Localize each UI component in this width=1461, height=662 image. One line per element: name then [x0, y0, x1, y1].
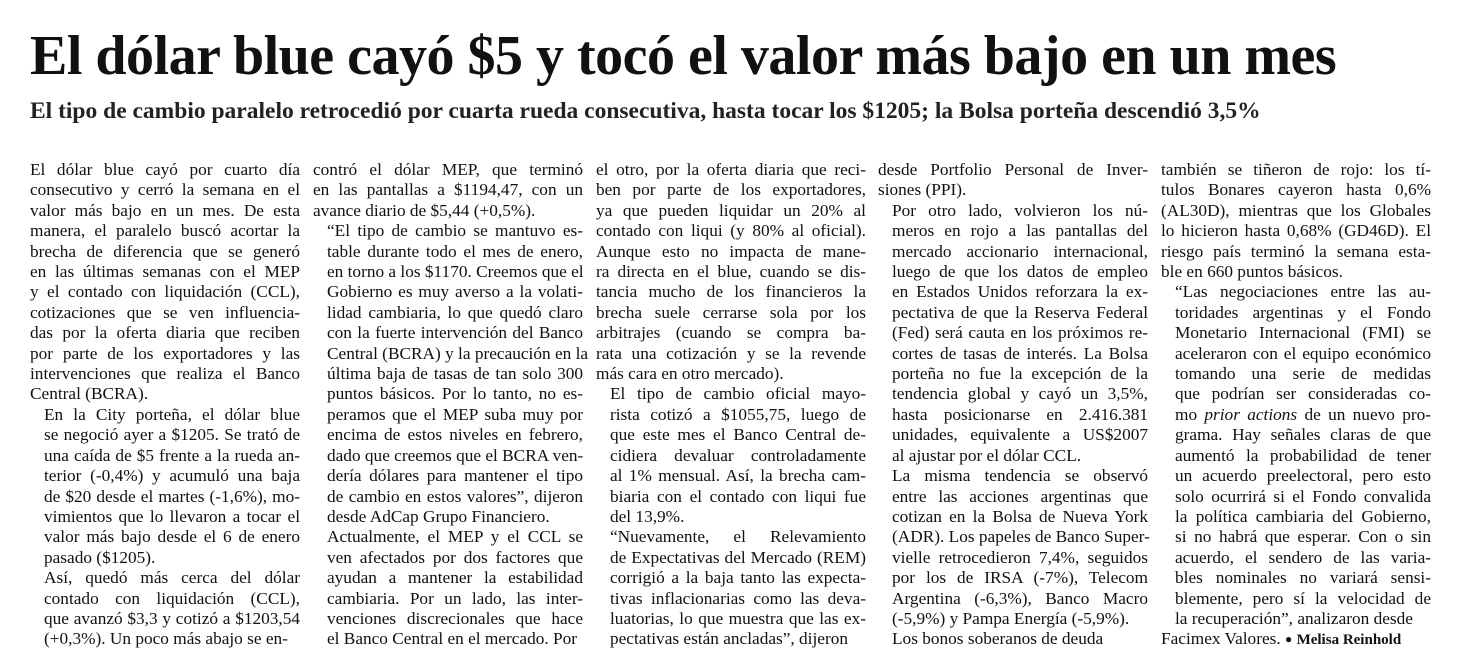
text-line: Argentina (-6,3%), Banco Macro: [892, 588, 1148, 608]
text-line: en las últimas semanas con el MEP: [30, 262, 300, 282]
text-line: ven afectados por dos factores que: [327, 547, 583, 567]
text-line: tendencia global y cayó un 3,5%,: [892, 384, 1148, 404]
text-line: tancia mucho de los financieros la: [596, 282, 866, 302]
text-line: En la City porteña, el dólar blue: [44, 404, 300, 424]
text-line: por parte de los exportadores y las: [30, 343, 300, 363]
text-line: mercado accionario internacional,: [892, 241, 1148, 261]
paragraph: [878, 466, 1148, 629]
text-line: tivas inflacionarias como las deva-: [610, 588, 866, 608]
text-line: hasta posicionarse en 2.416.381: [892, 404, 1148, 424]
text-line: contado con liquidación (CCL),: [44, 588, 300, 608]
text-line: ya que pueden liquidar un 20% al: [596, 200, 866, 220]
text-line: aceleraron con el equipo económico: [1175, 343, 1431, 363]
text-line: mo prior actions de un nuevo pro-: [1175, 404, 1431, 424]
text-line: última baja de tasas de tan solo 300: [327, 364, 583, 384]
text-line: ble en 660 puntos básicos.: [1161, 262, 1343, 282]
text-line: (+0,3%). Un poco más abajo se en-: [44, 629, 288, 649]
text-line: que avanzó $3,3 y cotizó a $1203,54: [44, 608, 300, 628]
text-line: al ajustar por el dólar CCL.: [892, 445, 1082, 465]
text-line: bles nominales no variará sensi-: [1175, 568, 1431, 588]
author-byline: Melisa Reinhold: [1296, 632, 1402, 649]
text-line: cotizaciones que se ven influencia-: [30, 302, 300, 322]
headline: El dólar blue cayó $5 y tocó el valor más bajo en un mes: [30, 25, 1337, 87]
paragraph: [313, 527, 583, 649]
text-line: luatorias, lo que muestra que las ex-: [610, 608, 866, 628]
text-line: el Banco Central en el mercado. Por: [327, 629, 578, 649]
text-line: Por otro lado, volvieron los nú-: [892, 200, 1148, 220]
text-line: Así, quedó más cerca del dólar: [44, 568, 300, 588]
article-body: [30, 160, 1435, 660]
text-line: rata una cotización y se la revende: [596, 343, 866, 363]
text-line: encima de estos niveles en febrero,: [327, 425, 583, 445]
text-line: El dólar blue cayó por cuarto día: [30, 160, 300, 179]
text-line: en Estados Unidos reforzara la ex-: [892, 282, 1148, 302]
text-line: del 13,9%.: [610, 506, 685, 526]
text-line: manera, el paralelo buscó acortar la: [30, 221, 300, 241]
text-line: venciones discrecionales que hace: [327, 608, 583, 628]
text-line: Gobierno es muy averso a la volati-: [327, 282, 583, 302]
text-line: toridades argentinas y el Fondo: [1175, 302, 1431, 322]
text-line: El tipo de cambio oficial mayo-: [610, 384, 866, 404]
subheadline: El tipo de cambio paralelo retrocedió por cuarta rueda consecutiva, hasta tocar los $1205; la Bolsa porteña descendió 3,5%: [30, 98, 1261, 124]
text-line: ayudan a mantener la estabilidad: [327, 568, 583, 588]
text-line: Actualmente, el MEP y el CCL se: [327, 527, 583, 547]
text-line: blemente, pero sí la velocidad de: [1175, 588, 1431, 608]
text-line: Central (BCRA).: [30, 384, 149, 404]
text-line: de Expectativas del Mercado (REM): [610, 547, 866, 567]
text-line: valor más bajo desde el 6 de enero: [44, 527, 300, 547]
text-line: la recuperación”, analizaron desde: [1175, 608, 1413, 628]
text-line: (-5,9%) y Pampa Energía (-5,9%).: [892, 608, 1130, 628]
text-line: riesgo país terminó la semana esta-: [1161, 241, 1431, 261]
article-column-3: [596, 160, 866, 650]
article-closing-line: [1161, 629, 1431, 650]
text-line: consecutivo y cerró la semana en el: [30, 180, 300, 200]
text-line: “Nuevamente, el Relevamiento: [610, 527, 866, 547]
bullet-icon: ●: [1285, 632, 1293, 647]
text-line: que este mes el Banco Central de-: [610, 425, 866, 445]
text-line: pectativa de que la Reserva Federal: [892, 302, 1148, 322]
text-line: (ADR). Los papeles de Banco Super-: [892, 527, 1150, 547]
text-line: Monetario Internacional (FMI) se: [1175, 323, 1431, 343]
text-line: de cambio en estos valores”, dijeron: [327, 486, 583, 506]
text-line: Central (BCRA) y la precaución en la: [327, 343, 589, 363]
text-line: porteña no fue la excepción de la: [892, 364, 1148, 384]
text-line: lidad cambiaria, lo que quedó claro: [327, 302, 583, 322]
text-line: más cara en otro mercado).: [596, 364, 784, 384]
text-line: ben por parte de los exportadores,: [596, 180, 866, 200]
text-line: pasado ($1205).: [44, 547, 156, 567]
text-line: (AL30D), mientras que los Globales: [1161, 200, 1431, 220]
text-line: intervenciones que realiza el Banco: [30, 364, 300, 384]
text-line: siones (PPI).: [878, 180, 967, 200]
article-column-1: [30, 160, 300, 650]
text-line: cidiera devaluar controladamente: [610, 445, 866, 465]
text-line: el otro, por la oferta diaria que reci-: [596, 160, 866, 179]
article-column-4: [878, 160, 1148, 650]
text-line: se negoció ayer a $1205. Se trató de: [44, 425, 300, 445]
text-line: vielle retrocedieron 7,4%, seguidos: [892, 547, 1148, 567]
paragraph: [30, 160, 300, 405]
text-line: peramos que el MEP suba muy por: [327, 404, 583, 424]
text-line: de $20 desde el martes (-1,6%), mo-: [44, 486, 300, 506]
text-line: Los bonos soberanos de deuda: [892, 629, 1104, 649]
text-line: table durante todo el mes de enero,: [327, 241, 583, 261]
text-line: desde AdCap Grupo Financiero.: [327, 506, 550, 526]
text-line: “Las negociaciones entre las au-: [1175, 282, 1431, 302]
text-line: biaria con el contado con liqui fue: [610, 486, 866, 506]
text-line: (Fed) será cauta en los próximos re-: [892, 323, 1148, 343]
text-line: corrigió a la baja tanto las expecta-: [610, 568, 866, 588]
text-line: con la fuerte intervención del Banco: [327, 323, 583, 343]
text-line: en torno a los $1170. Creemos que el: [327, 262, 584, 282]
text-line: La misma tendencia se observó: [892, 466, 1148, 486]
text-line: luego de que los datos de empleo: [892, 262, 1148, 282]
text-line: si no habrá que esperar. Con o sin: [1175, 527, 1431, 547]
text-line: dería dólares para mantener el tipo: [327, 466, 583, 486]
text-line: y el contado con liquidación (CCL),: [30, 282, 300, 302]
text-line: dado que creemos que el BCRA ven-: [327, 445, 584, 465]
text-line: rista cotizó a $1055,75, luego de: [610, 404, 866, 424]
paragraph: [878, 629, 1148, 649]
text-line: acuerdo, el sendero de las varia-: [1175, 547, 1431, 567]
text-line: al 1% mensual. Así, la brecha cam-: [610, 466, 866, 486]
article-column-5: [1161, 160, 1431, 651]
text-line: ra directa en el blue, cuando se dis-: [596, 262, 866, 282]
text-line: brecha de diferencia que se generó: [30, 241, 300, 261]
text-line: puntos básicos. Por lo tanto, no es-: [327, 384, 583, 404]
text-line: unidades, equivalente a US$2007: [892, 425, 1148, 445]
text-line: solo ocurrirá si el Fondo convalida: [1175, 486, 1431, 506]
text-line: tomando una serie de medidas: [1175, 364, 1431, 384]
text-line: cortes de tasas de interés. La Bolsa: [892, 343, 1148, 363]
text-line: desde Portfolio Personal de Inver-: [878, 160, 1148, 179]
text-line: lo hicieron hasta 0,68% (GD46D). El: [1161, 221, 1431, 241]
text-line: tulos Bonares cayeron hasta 0,6%: [1161, 180, 1431, 200]
text-line: pectativas están ancladas”, dijeron: [610, 629, 848, 649]
paragraph: [596, 384, 866, 527]
paragraph: [313, 221, 589, 527]
text-line: la política cambiaria del Gobierno,: [1175, 506, 1431, 526]
text-line: un acuerdo preelectoral, pero esto: [1175, 466, 1431, 486]
text-line: entre las acciones argentinas que: [892, 486, 1148, 506]
paragraph: [30, 568, 300, 650]
text-line: Aunque esto no impacta de mane-: [596, 241, 866, 261]
text-line: terior (-0,4%) y acumuló una baja: [44, 466, 300, 486]
paragraph: [596, 160, 866, 384]
text-line: grama. Hay señales claras de que: [1175, 425, 1431, 445]
text-line: “El tipo de cambio se mantuvo es-: [327, 221, 583, 241]
text-line: por los de IRSA (-7%), Telecom: [892, 568, 1148, 588]
text-line: en las pantallas a $1194,47, con un: [313, 180, 583, 200]
text-line: cambiaria. Por un lado, las inter-: [327, 588, 583, 608]
text-line: cotizan en la Bolsa de Nueva York: [892, 506, 1148, 526]
text-line: arbitrajes (cuando se compra ba-: [596, 323, 866, 343]
text-line: aumentó la probabilidad de tener: [1175, 445, 1431, 465]
text-line: brecha suele cerrarse sola por los: [596, 302, 866, 322]
paragraph: [878, 201, 1148, 466]
article-column-2: [313, 160, 589, 650]
paragraph: [30, 405, 300, 568]
text-line: contado con liqui (y 80% al oficial).: [596, 221, 866, 241]
paragraph: [1161, 282, 1431, 629]
text-line: vimientos que lo llevaron a tocar el: [44, 506, 300, 526]
text-line: también se tiñeron de rojo: los tí-: [1161, 160, 1431, 179]
text-line: meros en rojo a las pantallas del: [892, 221, 1148, 241]
paragraph: [1161, 160, 1431, 282]
text-line: que podrían ser consideradas co-: [1175, 384, 1431, 404]
paragraph: [313, 160, 583, 221]
text-line: una caída de $5 frente a la rueda an-: [44, 445, 300, 465]
text-line: contró el dólar MEP, que terminó: [313, 160, 583, 179]
text-line: avance diario de $5,44 (+0,5%).: [313, 200, 536, 220]
paragraph: [596, 527, 866, 649]
paragraph: [878, 160, 1148, 201]
text-line: das por la oferta diaria que reciben: [30, 323, 300, 343]
closing-text: Facimex Valores.: [1161, 629, 1281, 649]
text-line: valor más bajo en un mes. De esta: [30, 200, 300, 220]
